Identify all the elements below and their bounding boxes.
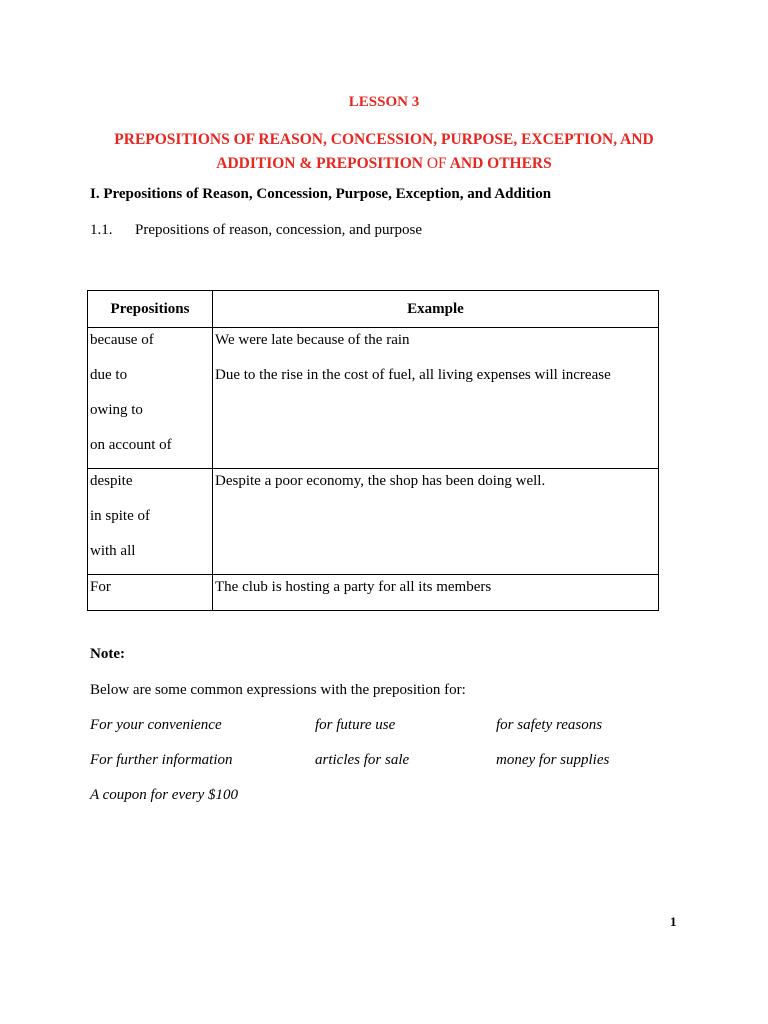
sub-heading-text: Prepositions of reason, concession, and purpose	[135, 222, 423, 238]
table-header-row	[88, 291, 659, 328]
expression-item: for safety reasons	[496, 717, 603, 733]
example-cell	[213, 469, 659, 575]
expression-item: money for supplies	[496, 752, 610, 768]
main-title-line-2	[60, 152, 708, 176]
prepositions-cell	[88, 575, 213, 611]
example-item: Despite a poor economy, the shop has been doing well.	[215, 473, 546, 489]
example-item: Due to the rise in the cost of fuel, all living expenses will increase	[215, 367, 611, 383]
preposition-item: on account of	[90, 437, 172, 453]
preposition-item: despite	[90, 473, 133, 489]
main-title-line-2-part-1: ADDITION & PREPOSITION	[216, 155, 423, 172]
prepositions-cell	[88, 328, 213, 469]
sub-heading-number: 1.1.	[90, 222, 113, 238]
main-title-line-1: PREPOSITIONS OF REASON, CONCESSION, PURPOSE, EXCEPTION, AND	[114, 131, 654, 148]
expression-item: For your convenience	[90, 717, 222, 733]
example-item: The club is hosting a party for all its members	[215, 579, 492, 595]
table-header-prepositions: Prepositions	[88, 291, 213, 328]
table-row	[88, 469, 659, 575]
expression-item: for future use	[315, 717, 396, 733]
note-text: Below are some common expressions with the preposition for:	[90, 682, 466, 698]
note-heading: Note:	[90, 646, 125, 662]
preposition-item: with all	[90, 543, 136, 559]
lesson-title: LESSON 3	[348, 94, 420, 110]
preposition-item: owing to	[90, 402, 143, 418]
section-heading: I. Prepositions of Reason, Concession, Purpose, Exception, and Addition	[90, 186, 552, 202]
table-header-example: Example	[213, 291, 659, 328]
main-title-line-2-part-3: AND OTHERS	[449, 155, 552, 172]
table-row	[88, 575, 659, 611]
expression-item: articles for sale	[315, 752, 410, 768]
preposition-item: in spite of	[90, 508, 150, 524]
example-cell	[213, 328, 659, 469]
preposition-item: because of	[90, 332, 154, 348]
example-item: We were late because of the rain	[215, 332, 410, 348]
preposition-item: For	[90, 579, 111, 595]
main-title-line-2-part-2: OF	[426, 155, 447, 172]
prepositions-table	[87, 290, 659, 611]
page-number: 1	[670, 914, 677, 929]
prepositions-cell	[88, 469, 213, 575]
expression-item: A coupon for every $100	[90, 787, 239, 803]
sub-heading	[90, 222, 422, 239]
table-row	[88, 328, 659, 469]
preposition-item: due to	[90, 367, 128, 383]
main-title	[60, 128, 708, 176]
expression-item: For further information	[90, 752, 233, 768]
example-cell	[213, 575, 659, 611]
